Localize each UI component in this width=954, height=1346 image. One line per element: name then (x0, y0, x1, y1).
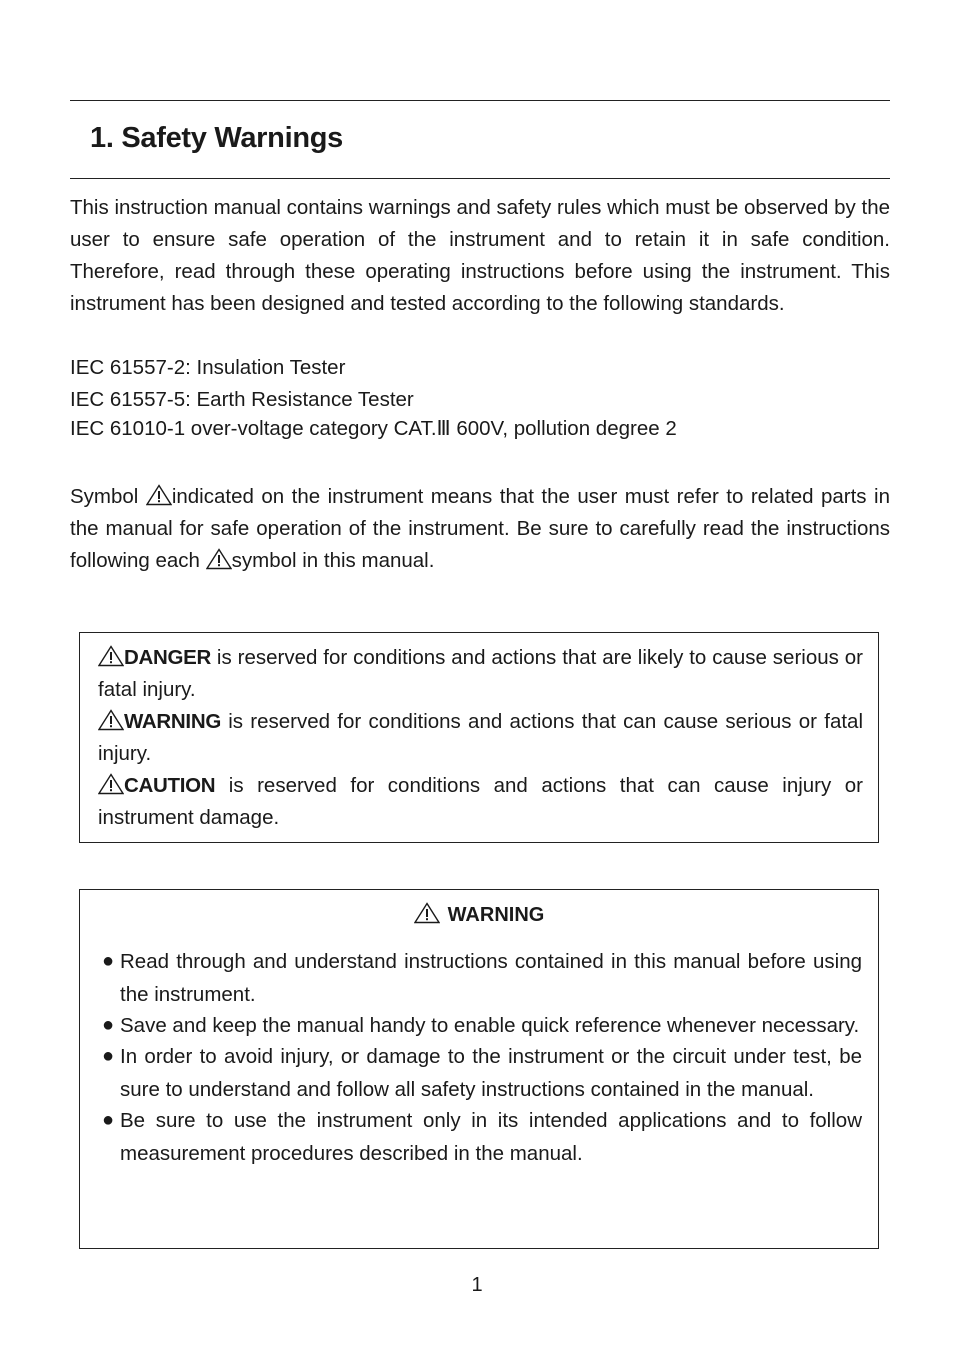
definition-keyword: CAUTION (124, 774, 216, 797)
definition-text: is reserved for conditions and actions that can cause injury or instrument damage. (98, 774, 863, 829)
definition-text: is reserved for conditions and actions that can cause serious or fatal injury. (98, 710, 863, 765)
bullet-icon: ● (102, 1014, 115, 1036)
page-title: 1. Safety Warnings (90, 122, 343, 154)
warning-triangle-icon (98, 709, 124, 731)
standard-line: IEC 61557-2: Insulation Tester (70, 356, 346, 379)
standard-line: IEC 61557-5: Earth Resistance Tester (70, 388, 414, 411)
list-item-text: In order to avoid injury, or damage to the instrument or the circuit under test, be sure to understand and follow all safety instructions contained in the manual. (120, 1045, 862, 1101)
warning-list (102, 945, 862, 1168)
list-item-text: Save and keep the manual handy to enable quick reference whenever necessary. (120, 1014, 860, 1037)
symbol-note-part3: symbol in this manual. (231, 549, 435, 572)
list-item-text: Read through and understand instructions contained in this manual before using the instrument. (120, 950, 862, 1006)
symbol-note-part1: Symbol (70, 485, 146, 508)
definition-text: is reserved for conditions and actions that are likely to cause serious or fatal injury. (98, 646, 863, 701)
definitions-box (79, 632, 879, 843)
warning-heading-text: WARNING (447, 904, 545, 926)
intro-paragraph: This instruction manual contains warnings and safety rules which must be observed by the user to ensure safe operation of the instrument and to retain it in safe condition. Therefore, read through these operating instructions before using the instrument. This instrument has been designed and tested according to the following standards. (70, 196, 890, 315)
page-number: 1 (471, 1274, 483, 1296)
bullet-icon: ● (102, 1045, 115, 1067)
definition-keyword: DANGER (124, 646, 212, 669)
bullet-icon: ● (102, 950, 115, 972)
list-item (102, 1009, 862, 1042)
bullet-icon: ● (102, 1109, 115, 1131)
list-item (102, 1040, 862, 1106)
warning-triangle-icon (206, 548, 232, 570)
definition-warning (98, 706, 863, 770)
list-item (102, 945, 862, 1011)
warning-triangle-icon (98, 773, 124, 795)
definition-keyword: WARNING (124, 710, 221, 733)
symbol-note (70, 481, 890, 577)
warning-box (79, 889, 879, 1249)
definition-danger (98, 642, 863, 706)
warning-heading (80, 902, 878, 928)
standard-line: IEC 61010-1 over-voltage category CAT.Ⅲ 600V, pollution degree 2 (70, 417, 677, 440)
warning-triangle-icon (98, 645, 124, 667)
list-item (102, 1104, 862, 1170)
symbol-note-part2: indicated on the instrument means that the user must refer to related parts in the manual for safe operation of the instrument. Be sure to carefully read the instructions following each (70, 485, 890, 572)
list-item-text: Be sure to use the instrument only in its intended applications and to follow measurement procedures described in the manual. (120, 1109, 862, 1165)
top-rule (70, 100, 890, 101)
title-rule (70, 178, 890, 179)
definition-caution (98, 770, 863, 834)
warning-triangle-icon (146, 484, 172, 506)
warning-triangle-icon (414, 902, 440, 924)
